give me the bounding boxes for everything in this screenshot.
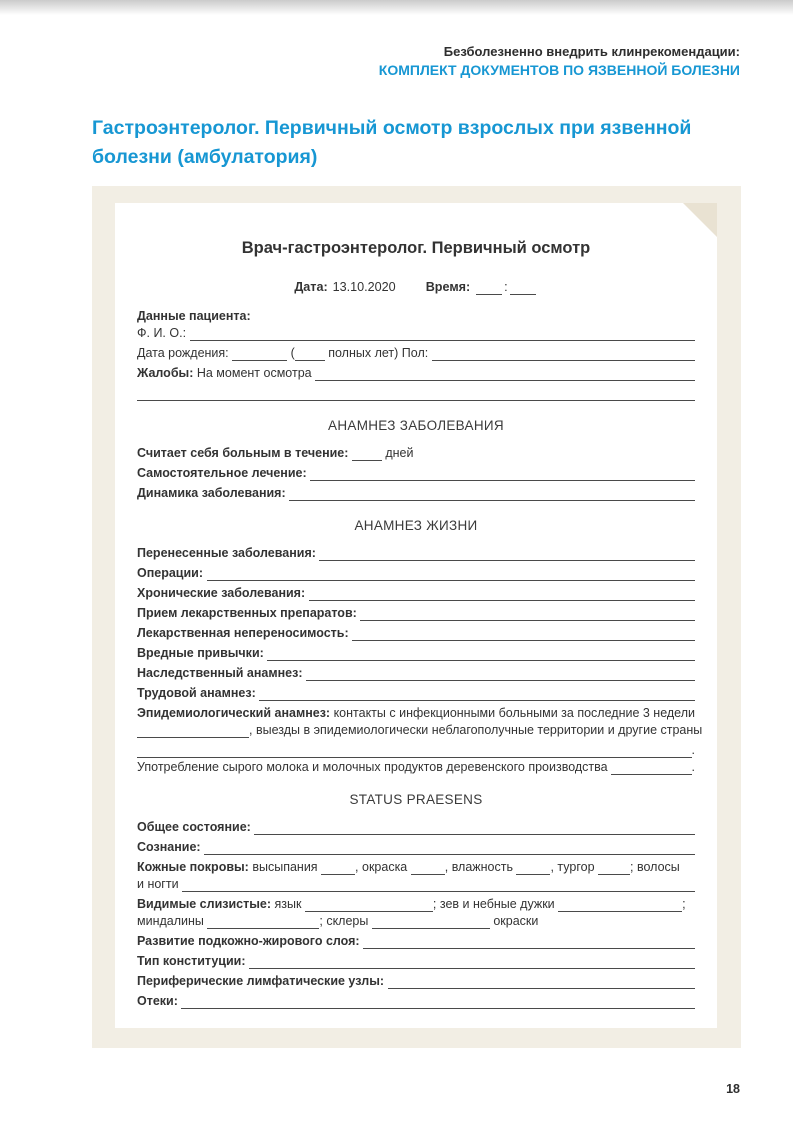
field-text: высыпания xyxy=(248,860,322,875)
header-title: КОМПЛЕКТ ДОКУМЕНТОВ ПО ЯЗВЕННОЙ БОЛЕЗНИ xyxy=(378,61,740,78)
form-line xyxy=(137,461,695,481)
blank-field xyxy=(137,396,695,401)
section-heading: АНАМНЕЗ ЖИЗНИ xyxy=(354,518,478,533)
field-label: Считает себя больным в течение: xyxy=(137,446,352,461)
field-text: , выезды в эпидемиологически неблагополучные территории и другие страны xyxy=(249,723,703,738)
time-minutes-blank-field xyxy=(510,290,536,295)
field-text: и ногти xyxy=(137,877,183,892)
blank-field xyxy=(411,870,445,875)
blank-field xyxy=(289,496,695,501)
form-line xyxy=(137,969,695,989)
blank-field xyxy=(352,456,382,461)
field-label: Сознание: xyxy=(137,840,205,855)
blank-field xyxy=(137,733,249,738)
form-line xyxy=(137,835,695,855)
blank-field xyxy=(372,924,490,929)
field-text: . xyxy=(691,743,695,758)
form-line xyxy=(137,681,695,701)
blank-field xyxy=(598,870,630,875)
blank-field xyxy=(363,944,695,949)
document-header xyxy=(379,43,740,79)
form-line xyxy=(137,561,695,581)
blank-field xyxy=(315,376,695,381)
blank-field xyxy=(611,770,691,775)
blank-field xyxy=(259,696,695,701)
field-label: Трудовой анамнез: xyxy=(137,686,260,701)
form-content xyxy=(115,203,717,1028)
field-label: Наследственный анамнез: xyxy=(137,666,306,681)
form-line xyxy=(137,738,695,758)
form-line xyxy=(137,361,695,381)
field-label: Данные пациента: xyxy=(137,309,251,324)
form-line xyxy=(137,381,695,401)
blank-field xyxy=(388,984,695,989)
field-text: контакты с инфекционными больными за последние 3 недели xyxy=(330,706,695,721)
field-text: ; xyxy=(682,897,686,912)
field-text: ; склеры xyxy=(319,914,372,929)
form-line xyxy=(137,721,703,738)
blank-field xyxy=(249,964,695,969)
field-label: Лекарственная непереносимость: xyxy=(137,626,353,641)
form-line xyxy=(137,481,695,501)
blank-field xyxy=(207,576,695,581)
blank-field xyxy=(204,850,695,855)
form-line xyxy=(137,815,695,835)
field-label: Периферические лимфатические узлы: xyxy=(137,974,388,989)
blank-field xyxy=(254,830,695,835)
field-text: ( xyxy=(287,346,295,361)
section-heading: STATUS PRAESENS xyxy=(349,792,483,807)
field-label: Жалобы: xyxy=(137,366,194,381)
form-line xyxy=(137,441,695,461)
field-label: Развитие подкожно-жирового слоя: xyxy=(137,934,364,949)
blank-field xyxy=(190,336,695,341)
time-label: Время: xyxy=(425,280,471,295)
blank-field xyxy=(432,356,695,361)
field-text: , тургор xyxy=(550,860,599,875)
field-label: Видимые слизистые: xyxy=(137,897,272,912)
form-line xyxy=(137,324,695,341)
blank-field xyxy=(181,1004,695,1009)
blank-field xyxy=(306,676,695,681)
field-text: ; волосы xyxy=(630,860,680,875)
form-line xyxy=(137,621,695,641)
form-line xyxy=(137,758,695,775)
field-label: Отеки: xyxy=(137,994,182,1009)
blank-field xyxy=(516,870,550,875)
field-label: Перенесенные заболевания: xyxy=(137,546,320,561)
field-text: дней xyxy=(381,446,414,461)
field-text: Ф. И. О.: xyxy=(137,326,190,341)
blank-field xyxy=(319,556,695,561)
form-line xyxy=(137,929,695,949)
blank-field xyxy=(207,924,319,929)
form-line xyxy=(137,701,695,721)
form-line xyxy=(137,949,695,969)
field-text: окраски xyxy=(489,914,539,929)
blank-field xyxy=(305,907,433,912)
form-body xyxy=(137,304,703,1009)
field-label: Динамика заболевания: xyxy=(137,486,290,501)
form-title: Врач-гастроэнтеролог. Первичный осмотр xyxy=(241,239,591,257)
date-label: Дата: xyxy=(294,280,328,295)
blank-field xyxy=(232,356,287,361)
form-line xyxy=(137,912,695,929)
field-label: Вредные привычки: xyxy=(137,646,268,661)
form-line xyxy=(137,581,695,601)
blank-field xyxy=(182,887,695,892)
field-text: Употребление сырого молока и молочных продуктов деревенского производства xyxy=(137,760,612,775)
blank-field xyxy=(352,636,695,641)
blank-field xyxy=(137,753,692,758)
form-line xyxy=(137,541,695,561)
form-line xyxy=(137,601,695,621)
page-title xyxy=(92,114,732,173)
field-text: миндалины xyxy=(137,914,208,929)
time-hours-blank-field xyxy=(476,290,502,295)
header-subtitle: Безболезненно внедрить клинрекомендации: xyxy=(443,44,740,59)
date-value: 13.10.2020 xyxy=(332,280,396,295)
blank-field xyxy=(310,476,695,481)
blank-field xyxy=(321,870,355,875)
blank-field xyxy=(309,596,695,601)
time-colon: : xyxy=(504,280,508,295)
field-label: Операции: xyxy=(137,566,207,581)
document-panel xyxy=(92,186,741,1048)
field-text: ; зев и небные дужки xyxy=(432,897,559,912)
blank-field xyxy=(360,616,695,621)
page-top-shadow xyxy=(0,0,793,15)
page-number: 18 xyxy=(726,1082,740,1096)
field-text: , влажность xyxy=(444,860,517,875)
page-title-line1: Гастроэнтеролог. Первичный осмотр взрослых при язвенной xyxy=(92,117,692,139)
field-text: . xyxy=(691,760,695,775)
field-label: Кожные покровы: xyxy=(137,860,249,875)
field-label: Общее состояние: xyxy=(137,820,255,835)
form-line xyxy=(137,641,695,661)
field-text: На момент осмотра xyxy=(193,366,316,381)
field-text: язык xyxy=(271,897,305,912)
field-text: Дата рождения: xyxy=(137,346,233,361)
blank-field xyxy=(558,907,682,912)
form-line xyxy=(137,855,695,875)
field-text: полных лет) Пол: xyxy=(324,346,432,361)
form-line xyxy=(137,661,695,681)
blank-field xyxy=(267,656,695,661)
field-label: Эпидемиологический анамнез: xyxy=(137,706,331,721)
blank-field xyxy=(295,356,325,361)
page-title-line2: болезни (амбулатория) xyxy=(92,146,318,169)
form-page xyxy=(115,203,717,1028)
form-line xyxy=(137,892,695,912)
field-text: , окраска xyxy=(355,860,411,875)
date-time-row xyxy=(137,275,695,295)
form-line xyxy=(137,304,695,324)
form-line xyxy=(137,989,695,1009)
section-heading: АНАМНЕЗ ЗАБОЛЕВАНИЯ xyxy=(328,418,504,433)
field-label: Тип конституции: xyxy=(137,954,249,969)
field-label: Прием лекарственных препаратов: xyxy=(137,606,361,621)
form-line xyxy=(137,341,695,361)
field-label: Самостоятельное лечение: xyxy=(137,466,311,481)
field-label: Хронические заболевания: xyxy=(137,586,309,601)
form-line xyxy=(137,875,695,892)
